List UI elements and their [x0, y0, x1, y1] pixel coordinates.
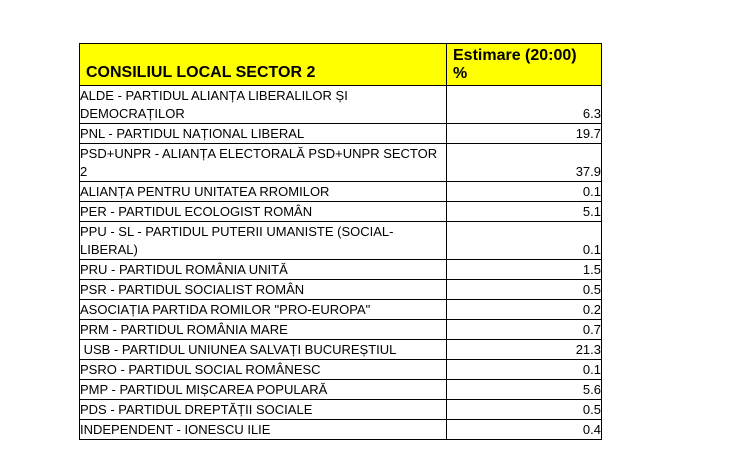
table-row — [80, 222, 602, 260]
estimate-value: 0.1 — [447, 222, 602, 260]
party-name: ALIANȚA PENTRU UNITATEA RROMILOR — [80, 182, 447, 202]
estimate-value: 5.1 — [447, 202, 602, 222]
estimate-value: 5.6 — [447, 380, 602, 400]
header-council-title: CONSILIUL LOCAL SECTOR 2 — [80, 44, 447, 86]
party-name: PSD+UNPR - ALIANȚA ELECTORALĂ PSD+UNPR SECTOR 2 — [80, 144, 447, 182]
party-name: PPU - SL - PARTIDUL PUTERII UMANISTE (SOCIAL-LIBERAL) — [80, 222, 447, 260]
party-name: INDEPENDENT - IONESCU ILIE — [80, 420, 447, 440]
estimate-value: 0.2 — [447, 300, 602, 320]
party-name: PRM - PARTIDUL ROMÂNIA MARE — [80, 320, 447, 340]
party-name: PMP - PARTIDUL MIȘCAREA POPULARĂ — [80, 380, 447, 400]
estimate-value: 19.7 — [447, 124, 602, 144]
party-name: PSRO - PARTIDUL SOCIAL ROMÂNESC — [80, 360, 447, 380]
table-row — [80, 280, 602, 300]
table-row — [80, 340, 602, 360]
estimate-value: 0.4 — [447, 420, 602, 440]
estimate-value: 6.3 — [447, 86, 602, 124]
table-row — [80, 202, 602, 222]
table-row — [80, 400, 602, 420]
party-name: ASOCIAȚIA PARTIDA ROMILOR "PRO-EUROPA" — [80, 300, 447, 320]
estimate-value: 0.1 — [447, 182, 602, 202]
table-row — [80, 260, 602, 280]
party-name: PSR - PARTIDUL SOCIALIST ROMÂN — [80, 280, 447, 300]
estimate-value: 0.5 — [447, 280, 602, 300]
party-name: ALDE - PARTIDUL ALIANȚA LIBERALILOR ȘI DEMOCRAȚILOR — [80, 86, 447, 124]
results-table — [79, 43, 602, 440]
table-row — [80, 380, 602, 400]
party-name: PRU - PARTIDUL ROMÂNIA UNITĂ — [80, 260, 447, 280]
table-row — [80, 144, 602, 182]
table-row — [80, 124, 602, 144]
header-estimate-percent: Estimare (20:00) % — [447, 44, 602, 86]
estimate-value: 21.3 — [447, 340, 602, 360]
table-row — [80, 182, 602, 202]
estimate-value: 37.9 — [447, 144, 602, 182]
party-name: PDS - PARTIDUL DREPTĂȚII SOCIALE — [80, 400, 447, 420]
table-row — [80, 360, 602, 380]
party-name: PER - PARTIDUL ECOLOGIST ROMÂN — [80, 202, 447, 222]
header-row — [80, 44, 602, 86]
estimate-value: 0.1 — [447, 360, 602, 380]
party-name: USB - PARTIDUL UNIUNEA SALVAȚI BUCUREȘTIUL — [80, 340, 447, 360]
estimate-value: 0.7 — [447, 320, 602, 340]
table-row — [80, 320, 602, 340]
table-row — [80, 86, 602, 124]
estimate-value: 1.5 — [447, 260, 602, 280]
table-row — [80, 420, 602, 440]
party-name: PNL - PARTIDUL NAȚIONAL LIBERAL — [80, 124, 447, 144]
estimate-value: 0.5 — [447, 400, 602, 420]
table-row — [80, 300, 602, 320]
